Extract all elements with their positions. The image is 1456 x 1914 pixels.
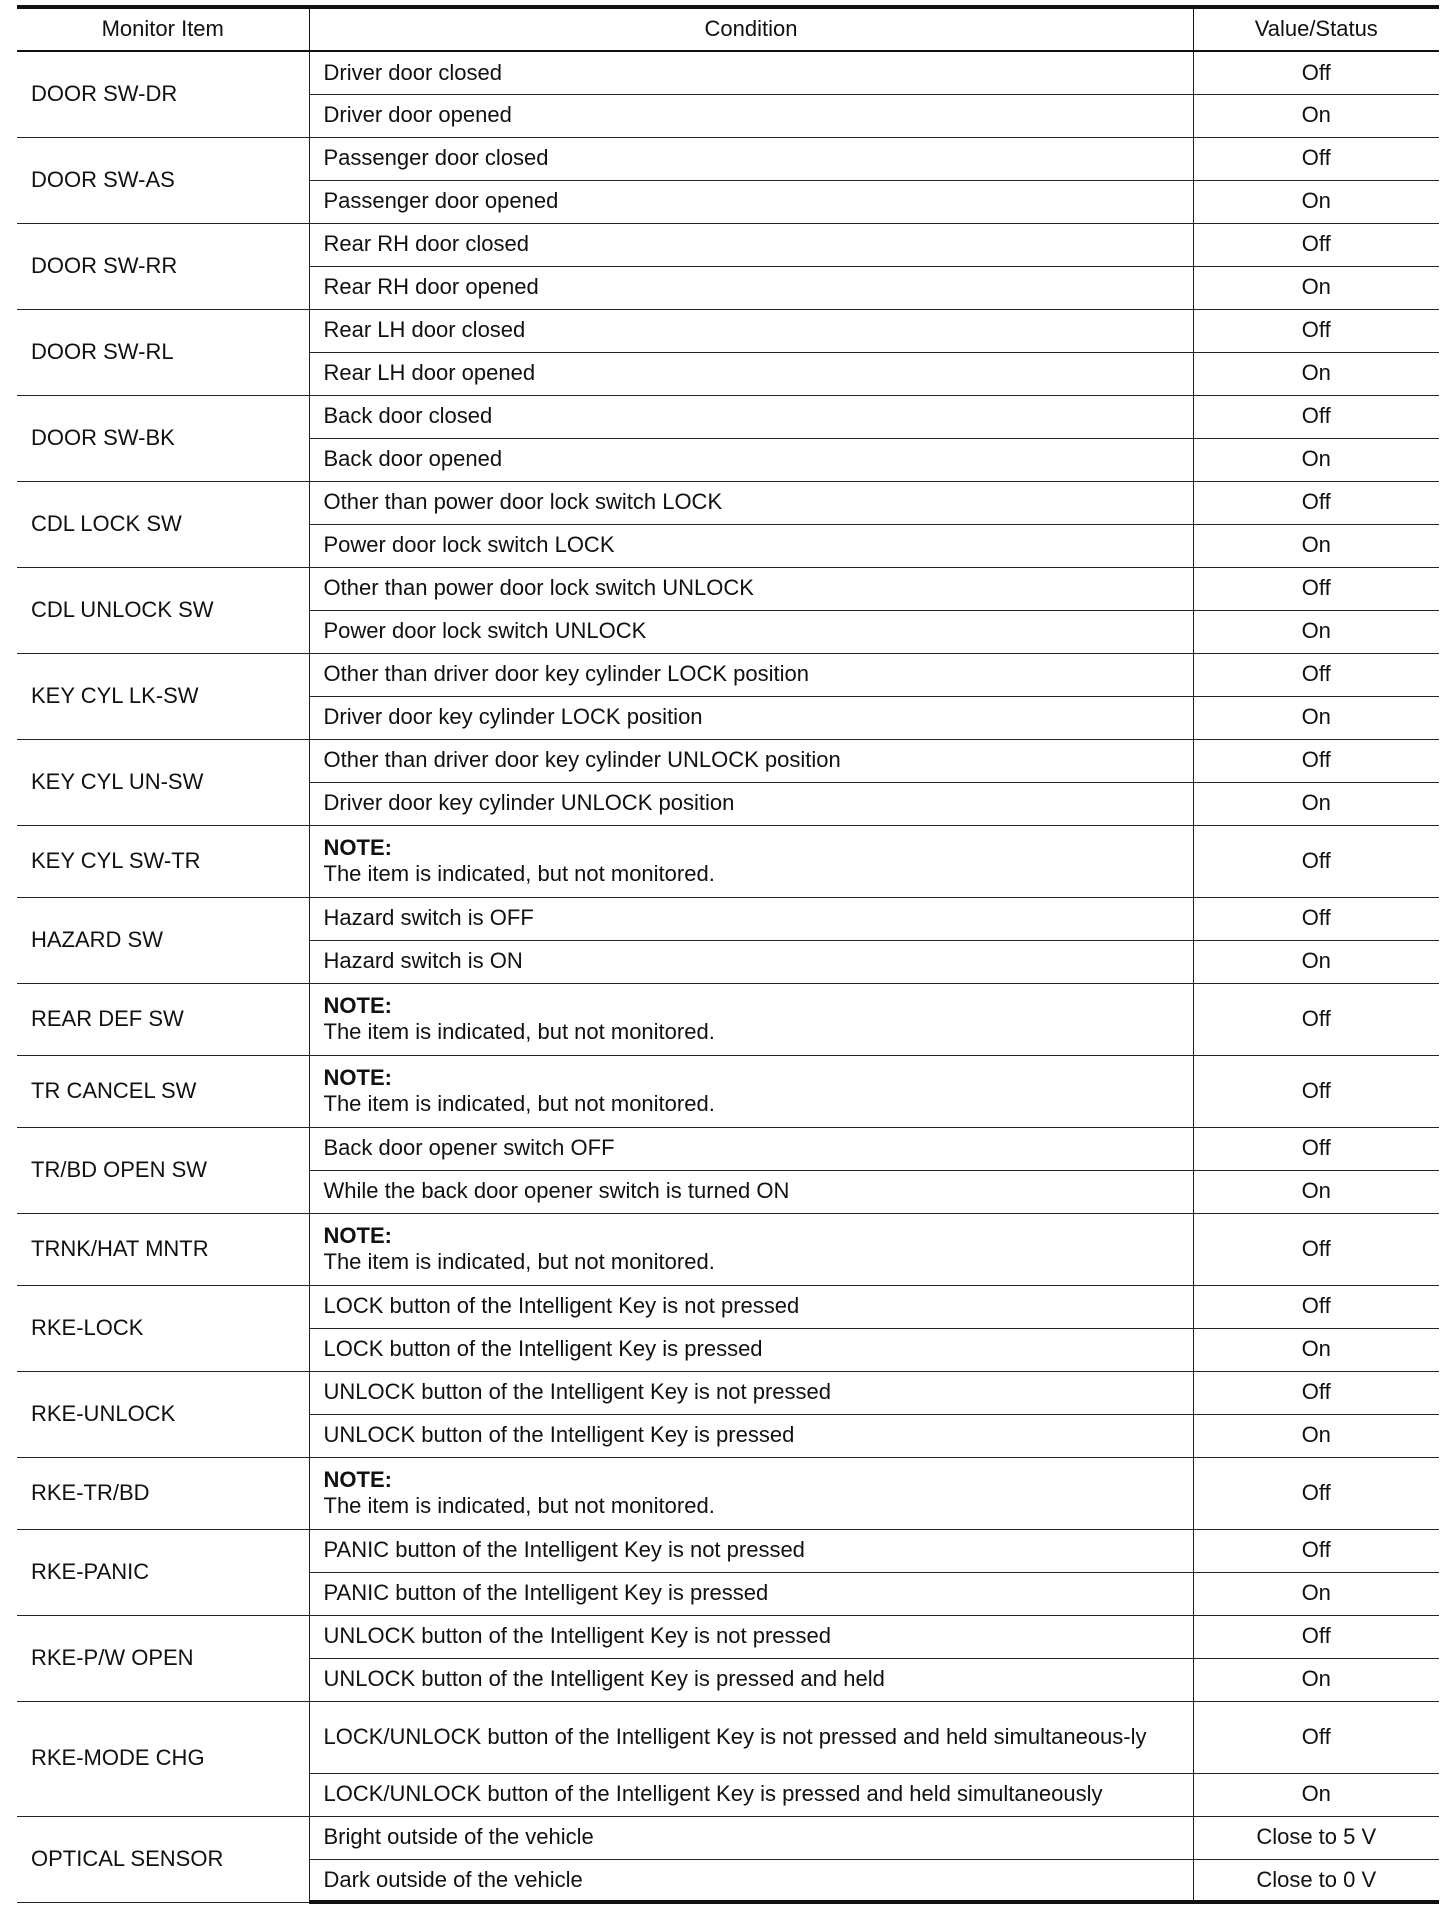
condition-cell: UNLOCK button of the Intelligent Key is pressed and held: [309, 1658, 1193, 1701]
table-header: [17, 7, 1439, 51]
condition-cell: UNLOCK button of the Intelligent Key is pressed: [309, 1414, 1193, 1457]
monitor-item-cell: TR/BD OPEN SW: [17, 1127, 309, 1213]
condition-cell: LOCK button of the Intelligent Key is pressed: [309, 1328, 1193, 1371]
table-row: [17, 1055, 1439, 1127]
condition-cell: Driver door key cylinder UNLOCK position: [309, 782, 1193, 825]
value-status-cell: Off: [1193, 1127, 1439, 1170]
table-row: [17, 481, 1439, 524]
condition-cell: UNLOCK button of the Intelligent Key is not pressed: [309, 1371, 1193, 1414]
value-status-cell: Off: [1193, 1213, 1439, 1285]
monitor-item-cell: KEY CYL LK-SW: [17, 653, 309, 739]
value-status-cell: Off: [1193, 897, 1439, 940]
condition-cell: Driver door closed: [309, 51, 1193, 94]
monitor-item-cell: KEY CYL SW-TR: [17, 825, 309, 897]
value-status-cell: On: [1193, 438, 1439, 481]
header-monitor-item: Monitor Item: [17, 7, 309, 51]
table-row: [17, 1213, 1439, 1285]
note-label: NOTE:: [323, 1466, 392, 1492]
header-condition: Condition: [309, 7, 1193, 51]
value-status-cell: Off: [1193, 1285, 1439, 1328]
condition-cell: While the back door opener switch is turned ON: [309, 1170, 1193, 1213]
value-status-cell: Off: [1193, 309, 1439, 352]
value-status-cell: On: [1193, 266, 1439, 309]
monitor-item-cell: HAZARD SW: [17, 897, 309, 983]
condition-cell: Other than power door lock switch UNLOCK: [309, 567, 1193, 610]
condition-cell: Power door lock switch UNLOCK: [309, 610, 1193, 653]
value-status-cell: Off: [1193, 51, 1439, 94]
value-status-cell: Off: [1193, 983, 1439, 1055]
monitor-item-table: [17, 5, 1439, 1904]
table-row: [17, 223, 1439, 266]
condition-cell: [309, 825, 1193, 897]
value-status-cell: On: [1193, 696, 1439, 739]
table-row: [17, 1285, 1439, 1328]
monitor-item-cell: DOOR SW-BK: [17, 395, 309, 481]
note-label: NOTE:: [323, 1222, 392, 1248]
condition-cell: Driver door key cylinder LOCK position: [309, 696, 1193, 739]
monitor-item-cell: TR CANCEL SW: [17, 1055, 309, 1127]
value-status-cell: Off: [1193, 1055, 1439, 1127]
table-row: [17, 567, 1439, 610]
value-status-cell: Close to 5 V: [1193, 1816, 1439, 1859]
value-status-cell: Off: [1193, 1701, 1439, 1773]
monitor-item-cell: DOOR SW-RR: [17, 223, 309, 309]
note-label: NOTE:: [323, 834, 392, 860]
table-row: [17, 1816, 1439, 1859]
value-status-cell: On: [1193, 1773, 1439, 1816]
condition-cell: Rear LH door opened: [309, 352, 1193, 395]
value-status-cell: Off: [1193, 137, 1439, 180]
value-status-cell: Off: [1193, 1615, 1439, 1658]
monitor-table-sheet: [17, 5, 1439, 1904]
table-row: [17, 395, 1439, 438]
value-status-cell: On: [1193, 940, 1439, 983]
monitor-item-cell: REAR DEF SW: [17, 983, 309, 1055]
condition-cell: LOCK/UNLOCK button of the Intelligent Key is pressed and held simultaneously: [309, 1773, 1193, 1816]
monitor-item-cell: RKE-TR/BD: [17, 1457, 309, 1529]
value-status-cell: On: [1193, 1572, 1439, 1615]
condition-cell: UNLOCK button of the Intelligent Key is not pressed: [309, 1615, 1193, 1658]
table-row: [17, 825, 1439, 897]
table-row: [17, 1615, 1439, 1658]
header-value-status: Value/Status: [1193, 7, 1439, 51]
condition-cell: [309, 1213, 1193, 1285]
table-row: [17, 1457, 1439, 1529]
value-status-cell: On: [1193, 352, 1439, 395]
condition-cell: Back door opened: [309, 438, 1193, 481]
table-row: [17, 51, 1439, 94]
value-status-cell: Off: [1193, 1529, 1439, 1572]
value-status-cell: Off: [1193, 223, 1439, 266]
condition-cell: LOCK/UNLOCK button of the Intelligent Key is not pressed and held simultaneous-ly: [309, 1701, 1193, 1773]
table-row: [17, 653, 1439, 696]
condition-cell: Other than power door lock switch LOCK: [309, 481, 1193, 524]
monitor-item-cell: RKE-PANIC: [17, 1529, 309, 1615]
table-row: [17, 1529, 1439, 1572]
condition-cell: Hazard switch is ON: [309, 940, 1193, 983]
condition-cell: Bright outside of the vehicle: [309, 1816, 1193, 1859]
value-status-cell: Off: [1193, 825, 1439, 897]
value-status-cell: On: [1193, 610, 1439, 653]
value-status-cell: Off: [1193, 481, 1439, 524]
condition-cell: Passenger door closed: [309, 137, 1193, 180]
value-status-cell: Off: [1193, 653, 1439, 696]
value-status-cell: Off: [1193, 567, 1439, 610]
value-status-cell: On: [1193, 524, 1439, 567]
condition-cell: Rear RH door opened: [309, 266, 1193, 309]
note-text: The item is indicated, but not monitored.: [323, 1091, 715, 1116]
table-row: [17, 1371, 1439, 1414]
condition-cell: Rear LH door closed: [309, 309, 1193, 352]
value-status-cell: Off: [1193, 1457, 1439, 1529]
note-text: The item is indicated, but not monitored.: [323, 1019, 715, 1044]
monitor-item-cell: RKE-P/W OPEN: [17, 1615, 309, 1701]
condition-cell: PANIC button of the Intelligent Key is not pressed: [309, 1529, 1193, 1572]
condition-cell: Rear RH door closed: [309, 223, 1193, 266]
value-status-cell: On: [1193, 1170, 1439, 1213]
monitor-item-cell: DOOR SW-AS: [17, 137, 309, 223]
condition-cell: Passenger door opened: [309, 180, 1193, 223]
condition-cell: Power door lock switch LOCK: [309, 524, 1193, 567]
table-row: [17, 897, 1439, 940]
condition-cell: Back door closed: [309, 395, 1193, 438]
table-row: [17, 739, 1439, 782]
table-row: [17, 1127, 1439, 1170]
condition-cell: Back door opener switch OFF: [309, 1127, 1193, 1170]
value-status-cell: On: [1193, 180, 1439, 223]
value-status-cell: Off: [1193, 395, 1439, 438]
note-text: The item is indicated, but not monitored.: [323, 861, 715, 886]
condition-cell: [309, 1457, 1193, 1529]
condition-cell: Driver door opened: [309, 94, 1193, 137]
monitor-item-cell: KEY CYL UN-SW: [17, 739, 309, 825]
condition-cell: [309, 983, 1193, 1055]
monitor-item-cell: OPTICAL SENSOR: [17, 1816, 309, 1902]
monitor-item-cell: DOOR SW-RL: [17, 309, 309, 395]
note-text: The item is indicated, but not monitored.: [323, 1493, 715, 1518]
note-text: The item is indicated, but not monitored.: [323, 1249, 715, 1274]
condition-cell: Other than driver door key cylinder LOCK position: [309, 653, 1193, 696]
monitor-item-cell: RKE-UNLOCK: [17, 1371, 309, 1457]
monitor-item-cell: RKE-LOCK: [17, 1285, 309, 1371]
table-body: [17, 51, 1439, 1902]
value-status-cell: On: [1193, 782, 1439, 825]
value-status-cell: On: [1193, 94, 1439, 137]
condition-cell: Hazard switch is OFF: [309, 897, 1193, 940]
value-status-cell: On: [1193, 1414, 1439, 1457]
condition-cell: Other than driver door key cylinder UNLOCK position: [309, 739, 1193, 782]
value-status-cell: Close to 0 V: [1193, 1859, 1439, 1902]
monitor-item-cell: DOOR SW-DR: [17, 51, 309, 137]
monitor-item-cell: TRNK/HAT MNTR: [17, 1213, 309, 1285]
note-label: NOTE:: [323, 992, 392, 1018]
table-row: [17, 309, 1439, 352]
monitor-item-cell: CDL LOCK SW: [17, 481, 309, 567]
monitor-item-cell: RKE-MODE CHG: [17, 1701, 309, 1816]
table-row: [17, 137, 1439, 180]
monitor-item-cell: CDL UNLOCK SW: [17, 567, 309, 653]
table-row: [17, 983, 1439, 1055]
condition-cell: PANIC button of the Intelligent Key is pressed: [309, 1572, 1193, 1615]
value-status-cell: On: [1193, 1328, 1439, 1371]
condition-cell: LOCK button of the Intelligent Key is not pressed: [309, 1285, 1193, 1328]
note-label: NOTE:: [323, 1064, 392, 1090]
condition-cell: [309, 1055, 1193, 1127]
condition-cell: Dark outside of the vehicle: [309, 1859, 1193, 1902]
value-status-cell: Off: [1193, 1371, 1439, 1414]
table-row: [17, 1701, 1439, 1773]
value-status-cell: Off: [1193, 739, 1439, 782]
value-status-cell: On: [1193, 1658, 1439, 1701]
